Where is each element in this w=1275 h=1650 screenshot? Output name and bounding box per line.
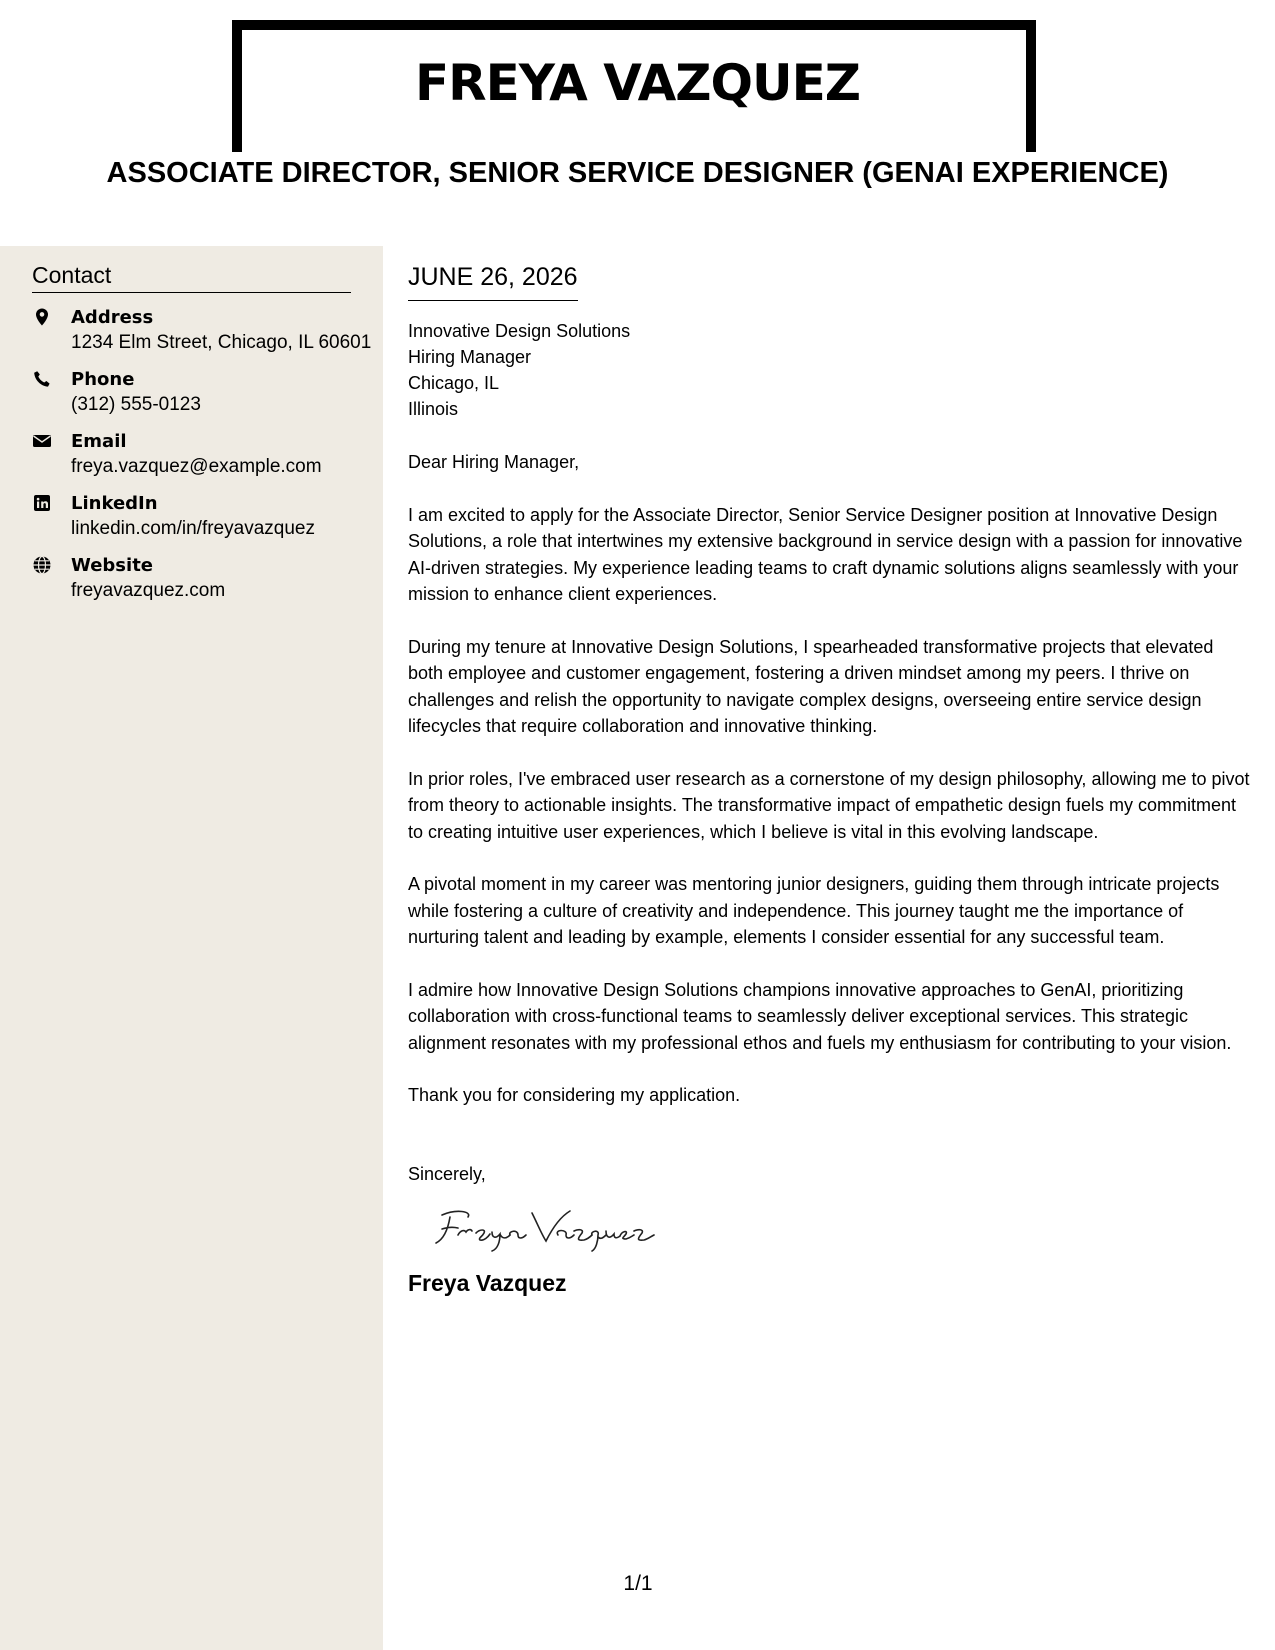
job-title: [0, 156, 1275, 190]
handwritten-signature: [428, 1205, 658, 1255]
salutation: Dear Hiring Manager,: [408, 452, 580, 472]
linkedin-value[interactable]: linkedin.com/in/freyavazquez: [71, 518, 315, 539]
address-value[interactable]: 1234 Elm Street, Chicago, IL 60601: [71, 332, 372, 353]
paragraph: I admire how Innovative Design Solutions champions innovative approaches to GenAI, prioritizing collaboration with cross-functional teams to seamlessly deliver exceptional services. This strategic alignment resonates with my professional ethos and fuels my enthusiasm for contributing to your vision.: [408, 979, 1232, 1053]
applicant-name: FREYA VAZQUEZ: [414, 54, 861, 112]
phone-icon: [32, 369, 52, 389]
email-label: Email: [71, 431, 127, 452]
letter-body: [408, 262, 1253, 1297]
recipient-role: Hiring Manager: [408, 347, 532, 367]
paragraph: During my tenure at Innovative Design Solutions, I spearheaded transformative projects that elevated both employee and customer engagement, fostering a driven mindset among my peers. I thrive on challenges and relish the opportunity to navigate complex designs, overseeing entire service design lifecycles that require collaboration and innovative thinking.: [408, 636, 1214, 736]
paragraph: I am excited to apply for the Associate Director, Senior Service Designer position at Innovative Design Solutions, a role that intertwines my extensive background in service design with a passion for innovative AI-driven strategies. My experience leading teams to craft dynamic solutions aligns seamlessly with your mission to enhance client experiences.: [408, 504, 1243, 604]
recipient-block: [408, 318, 1253, 422]
recipient-company: Innovative Design Solutions: [408, 321, 631, 341]
paragraph: A pivotal moment in my career was mentoring junior designers, guiding them through intricate projects while fostering a culture of creativity and independence. This journey taught me the importance of nurturing talent and leading by example, elements I consider essential for any successful team.: [408, 874, 1220, 947]
signer-name: Freya Vazquez: [408, 1270, 567, 1296]
phone-label: Phone: [71, 369, 135, 390]
contact-heading: Contact: [32, 262, 351, 293]
website-label: Website: [71, 555, 154, 576]
paragraph: Thank you for considering my application.: [408, 1085, 741, 1105]
recipient-state: Illinois: [408, 399, 459, 419]
closing: Sincerely,: [408, 1163, 486, 1184]
contact-item-phone: [32, 367, 372, 417]
email-value[interactable]: freya.vazquez@example.com: [71, 456, 322, 477]
contact-list: [32, 305, 372, 615]
contact-item-linkedin: [32, 491, 372, 541]
linkedin-label: LinkedIn: [71, 493, 158, 514]
job-title-text: ASSOCIATE DIRECTOR, SENIOR SERVICE DESIGNER (GENAI EXPERIENCE): [101, 157, 1175, 189]
contact-item-address: [32, 305, 372, 355]
recipient-city: Chicago, IL: [408, 373, 500, 393]
address-label: Address: [71, 307, 154, 328]
letter-date: JUNE 26, 2026: [408, 262, 578, 301]
phone-value[interactable]: (312) 555-0123: [71, 394, 201, 415]
envelope-icon: [32, 431, 52, 451]
website-value[interactable]: freyavazquez.com: [71, 580, 226, 601]
globe-icon: [32, 555, 52, 575]
contact-item-email: [32, 429, 372, 479]
map-pin-icon: [32, 307, 52, 327]
paragraph: In prior roles, I've embraced user research as a cornerstone of my design philosophy, allowing me to pivot from theory to actionable insights. The transformative impact of empathetic design fuels my commitment to creating intuitive user experiences, which I believe is vital in this evolving landscape.: [408, 768, 1250, 842]
linkedin-icon: [32, 493, 52, 513]
page-number: 1/1: [623, 1572, 653, 1595]
contact-item-website: [32, 553, 372, 603]
